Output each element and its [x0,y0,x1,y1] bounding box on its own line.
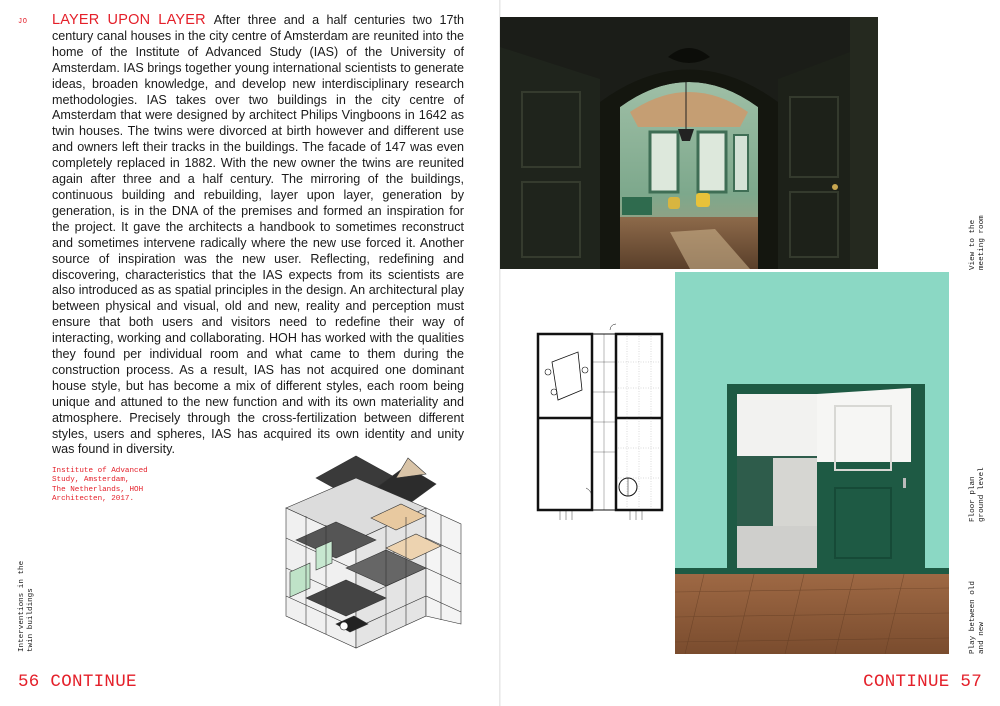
axonometric-drawing [276,448,468,656]
label-floor-plan [969,467,987,522]
floor-plan-drawing [530,322,670,522]
label-view-meeting-room [969,215,987,270]
label-line: ground level [978,467,987,522]
body-text [52,13,464,458]
side-label-interventions [18,561,36,652]
label-old-and-new [969,581,987,654]
photo-green-door [675,272,949,654]
label-line: Play between old [969,581,977,654]
label-line: Floor plan [969,476,977,522]
section-title: LAYER UPON LAYER [52,12,206,28]
caption-line: Study, Amsterdam, [52,476,130,485]
right-page [500,0,1000,706]
side-label-line: twin buildings [27,588,36,652]
photo-meeting-room [500,17,878,269]
label-line: View to the [969,219,977,270]
side-label-line: Interventions in the [18,560,26,652]
body-paragraph: After three and a half centuries two 17th century canal houses in the city centre of Amsterdam are reunited into the home of the Institute of Advanced Study (IAS) of the University of Amsterdam. IAS brings together young international scientists to generate ideas, broaden knowledge, and develop new interdisciplinary research methodologies. IAS takes over two buildings in the city centre of Amsterdam that were designed by architect Philips Vingboons in 1642 as twin houses. The twins were divorced at birth however and different use and owners left their tracks in the buildings. The facade of 147 was even completely replaced in 1882. With the new owner the twins are reunited again after three and a half century. The mirroring of the buildings, continuous building and rebuilding, layer upon layer, generation by generation, is in the DNA of the premises and formed an inspiration for the project. It gave the architects a handbook to sometimes reconstruct and sometimes intervene radically where the new use forced it. Another source of inspiration was the new user. Reflecting, redefining and discovering, characteristics that the IAS expects from its scientists are also introduced as as spatial principles in the design. An architectural play between physical and visual, old and new, reality and perception must ensure that both users and visitors need to redefine their way of interacting, working and collaborating. HOH has worked with the qualities they found per individual room and what came to them during the construction process. As a result, IAS has not acquired one dominant house style, but has become a mix of different styles, each room being unique and attuned to the new function and with its own materiality and atmosphere. Precisely through the cross-fertilization between different styles, users and spheres, IAS has acquired its own identity and unity was found in diversity. [52,13,464,457]
right-folio [863,672,982,692]
image-caption [52,467,202,504]
caption-line: Institute of Advanced [52,467,148,475]
caption-line: Architecten, 2017. [52,494,135,503]
label-line: and new [978,622,987,654]
page-number: 56 [18,672,40,692]
caption-line: The Netherlands, HOH [52,485,144,494]
page-number: 57 [960,672,982,692]
label-line: meeting room [978,215,987,270]
left-folio [18,672,137,692]
continue-link[interactable]: CONTINUE [50,672,137,692]
continue-link[interactable]: CONTINUE [863,672,950,692]
chapter-code: JO [18,18,28,26]
